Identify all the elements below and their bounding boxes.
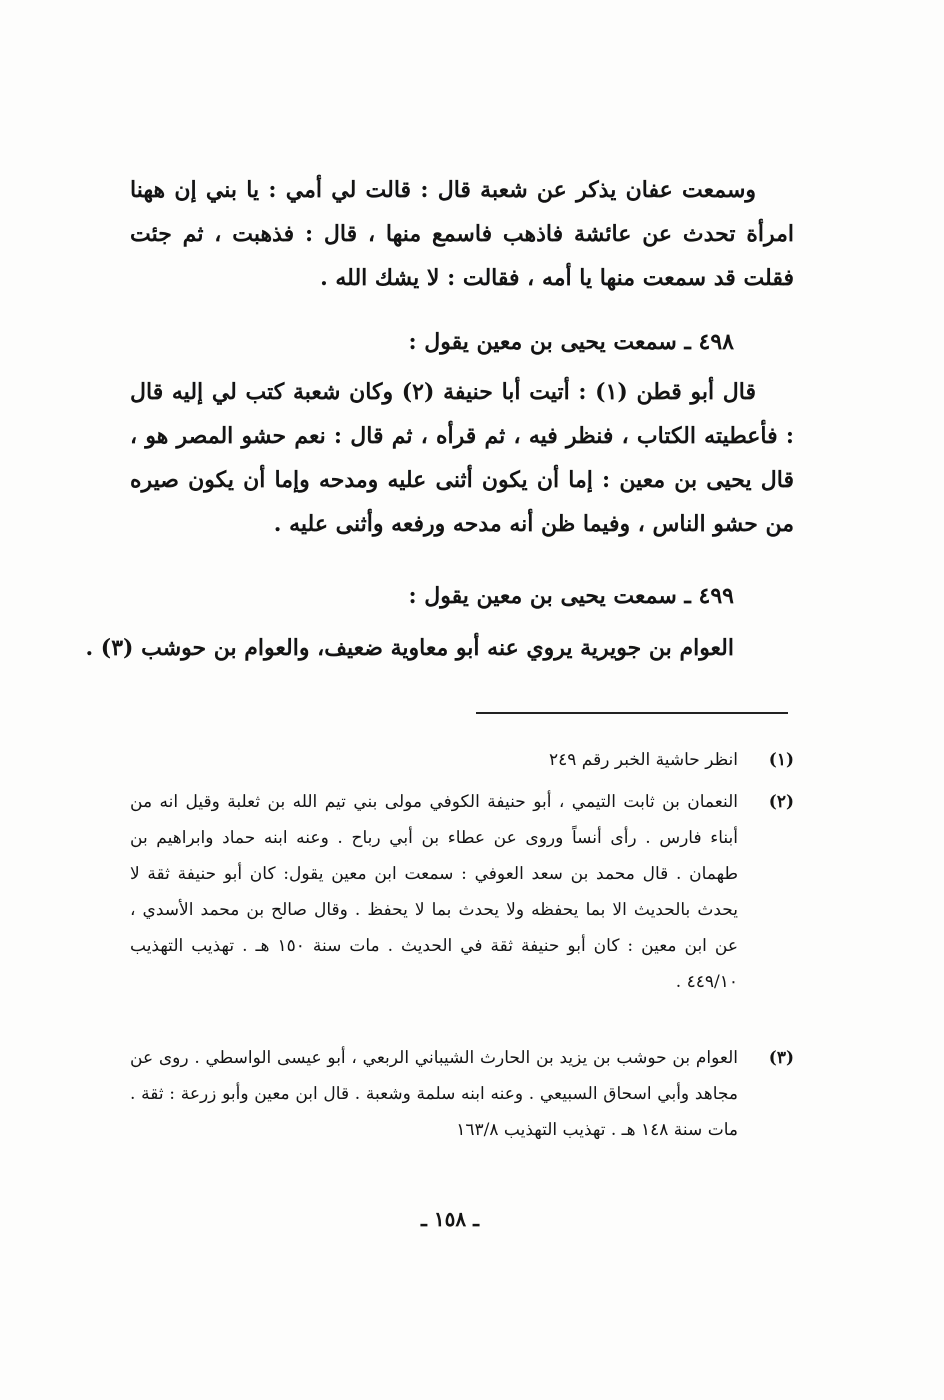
footnote-separator bbox=[476, 712, 788, 714]
entry-499-heading: ٤٩٩ ـ سمعت يحيى بن معين يقول : bbox=[408, 583, 734, 609]
footnote-2-number: (٢) bbox=[768, 792, 794, 812]
entry-499-paragraph: العوام بن جويرية يروي عنه أبو معاوية ضعيف، والعوام بن حوشب (٣) . bbox=[85, 635, 734, 661]
footnote-1 bbox=[130, 742, 794, 778]
footnote-2-text: النعمان بن ثابت التيمي ، أبو حنيفة الكوفي مولى بني تيم الله بن ثعلبة وقيل انه من أبناء فارس . رأى أنساً وروى عن عطاء بن أبي رباح . وعنه ابنه حماد وابراهيم بن طهمان . قال محمد بن سعد العوفي : سمعت ابن معين يقول: كان أبو حنيفة ثقة لا يحدث بالحديث الا بما يحفظه ولا يحدث بما لا يحفظ . وقال صالح بن محمد الأسدي ، عن ابن معين : كان أبو حنيفة ثقة في الحديث . مات سنة ١٥٠ هـ . تهذيب التهذيب ٤٤٩/١٠ . bbox=[130, 792, 738, 992]
entry-498-paragraph-text: قال أبو قطن (١) : أتيت أبا حنيفة (٢) وكان شعبة كتب لي إليه قال : فأعطيته الكتاب ، فنظر فيه ، ثم قرأه ، ثم قال : نعم حشو المصر هو ، قال يحيى بن معين : إما أن يكون أثنى عليه ومدحه وإما أن يكون صيره من حشو الناس ، وفيما ظن أنه مدحه ورفعه وأثنى عليه . bbox=[130, 379, 794, 537]
entry-498-paragraph bbox=[130, 370, 794, 546]
intro-paragraph bbox=[130, 168, 794, 300]
footnote-3-number: (٣) bbox=[768, 1048, 794, 1068]
intro-paragraph-text: وسمعت عفان يذكر عن شعبة قال : قالت لي أمي : يا بني إن ههنا امرأة تحدث عن عائشة فاذهب فاسمع منها ، قال : فذهبت ، ثم جئت فقلت قد سمعت منها يا أمه ، فقالت : لا يشك الله . bbox=[130, 177, 794, 291]
footnote-3-text: العوام بن حوشب بن يزيد بن الحارث الشيباني الربعي ، أبو عيسى الواسطي . روى عن مجاهد وأبي اسحاق السبيعي . وعنه ابنه سلمة وشعبة . قال ابن معين وأبو زرعة : ثقة . مات سنة ١٤٨ هـ . تهذيب التهذيب ١٦٣/٨ bbox=[130, 1048, 738, 1140]
footnote-1-text: انظر حاشية الخبر رقم ٢٤٩ bbox=[548, 750, 738, 770]
entry-498-heading: ٤٩٨ ـ سمعت يحيى بن معين يقول : bbox=[408, 329, 734, 355]
page-number: ـ ١٥٨ ـ bbox=[421, 1207, 479, 1231]
footnote-3 bbox=[130, 1040, 794, 1148]
footnote-1-number: (١) bbox=[768, 750, 794, 770]
footnote-2 bbox=[130, 784, 794, 1000]
